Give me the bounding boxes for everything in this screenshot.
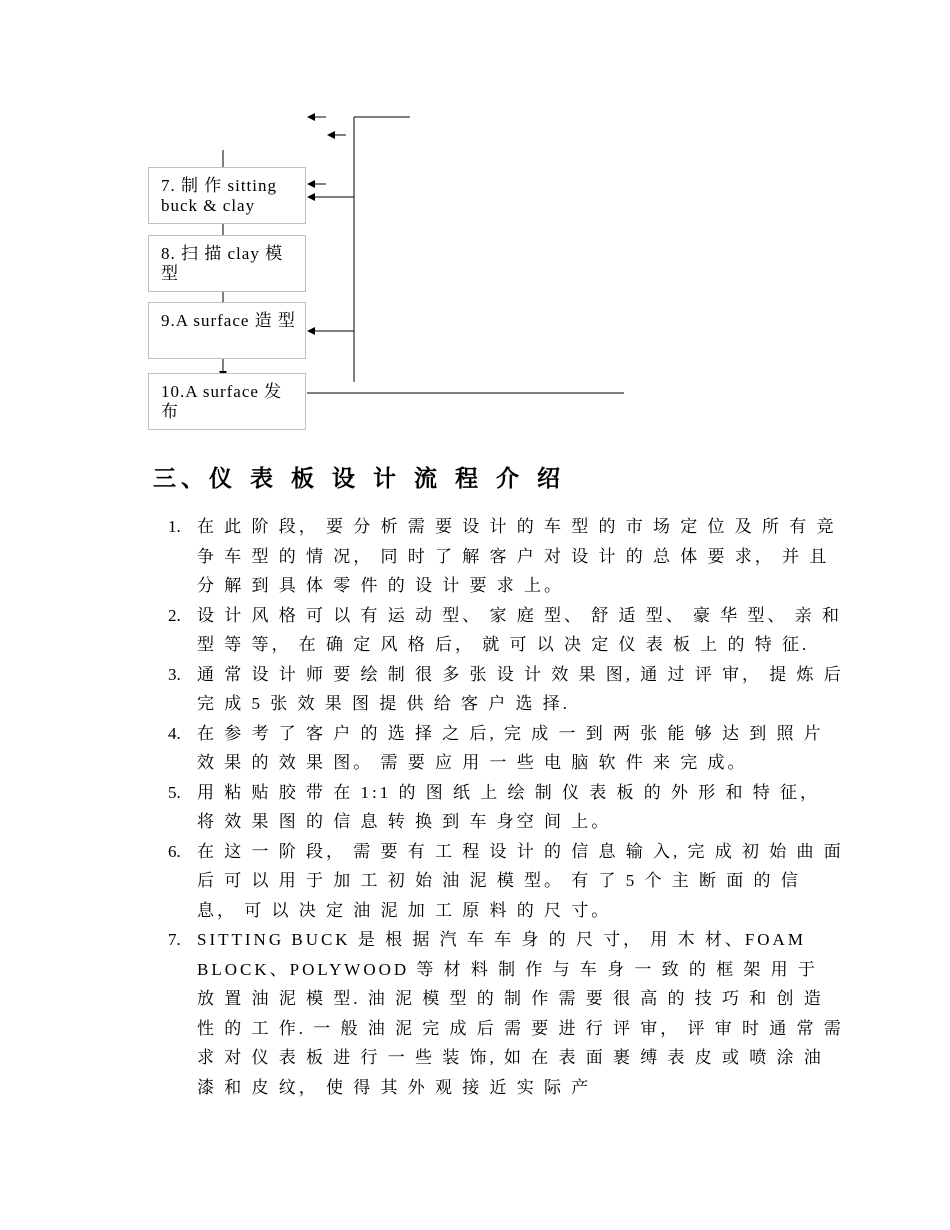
section-title: 三、仪 表 板 设 计 流 程 介 绍 <box>153 466 566 492</box>
list-item-text: 在 这 一 阶 段， 需 要 有 工 程 设 计 的 信 息 输 入, 完 成 初 始 曲 面 后 可 以 用 于 加 工 初 始 油 泥 模 型。 有 了 5 个 主 断 面 的 信 息， 可 以 决 定 油 泥 加 工 原 料 的 尺 寸。 <box>197 841 844 920</box>
list-item-number: 5. <box>168 782 181 802</box>
list-item-text: SITTING BUCK 是 根 据 汽 车 车 身 的 尺 寸， 用 木 材、FOAM BLOCK、POLYWOOD 等 材 料 制 作 与 车 身 一 致 的 框 架 用 于 放 置 油 泥 模 型. 油 泥 模 型 的 制 作 需 要 很 高 的 技 巧 和 创 造 性 的 工 作. 一 般 油 泥 完 成 后 需 要 进 行 评 审， 评 审 时 通 常 需 求 对 仪 表 板 进 行 一 些 装 饰, 如 在 表 面 裹 缚 表 皮 或 喷 涂 油 漆 和 皮 纹， 使 得 其 外 观 接 近 实 际 产 <box>197 930 844 1097</box>
list-item-number: 3. <box>168 664 181 684</box>
flow-step-label: 制 作 sitting buck & clay <box>161 176 278 215</box>
flow-step-number: 7. <box>161 176 176 195</box>
flow-step-number: 9. <box>161 311 176 330</box>
list-item <box>168 719 844 778</box>
list-item-number: 2. <box>168 605 181 625</box>
flow-step-9 <box>148 302 306 359</box>
flow-step-8 <box>148 235 306 292</box>
list-item <box>168 837 844 926</box>
list-item-number: 6. <box>168 841 181 861</box>
list-item-number: 7. <box>168 930 181 949</box>
list-item <box>168 778 844 837</box>
flow-step-number: 10. <box>161 382 186 401</box>
list-item-text: 在 此 阶 段， 要 分 析 需 要 设 计 的 车 型 的 市 场 定 位 及 所 有 竞 争 车 型 的 情 况， 同 时 了 解 客 户 对 设 计 的 总 体 要 求， 并 且 分 解 到 具 体 零 件 的 设 计 要 求 上。 <box>197 517 837 595</box>
list-item-number: 4. <box>168 723 181 743</box>
flow-step-label: A surface 发 布 <box>161 382 283 421</box>
list-item-text: 在 参 考 了 客 户 的 选 择 之 后, 完 成 一 到 两 张 能 够 达 到 照 片 效 果 的 效 果 图。 需 要 应 用 一 些 电 脑 软 件 来 完 成。 <box>197 723 824 772</box>
list-item <box>168 601 844 660</box>
list-item <box>168 512 844 601</box>
list-item-text: 设 计 风 格 可 以 有 运 动 型、 家 庭 型、 舒 适 型、 豪 华 型、 亲 和 型 等 等， 在 确 定 风 格 后， 就 可 以 决 定 仪 表 板 上 的 特 征. <box>197 605 842 654</box>
process-list <box>168 512 844 1102</box>
list-item <box>168 925 844 1102</box>
list-item-number: 1. <box>168 517 181 536</box>
flow-step-10 <box>148 373 306 430</box>
flowchart-connectors <box>0 0 950 450</box>
list-item-text: 用 粘 贴 胶 带 在 1:1 的 图 纸 上 绘 制 仪 表 板 的 外 形 和 特 征， 将 效 果 图 的 信 息 转 换 到 车 身空 间 上。 <box>197 782 820 831</box>
flow-step-label: A surface 造 型 <box>175 311 296 330</box>
flow-step-7 <box>148 167 306 224</box>
list-item-text: 通 常 设 计 师 要 绘 制 很 多 张 设 计 效 果 图, 通 过 评 审， 提 炼 后 完 成 5 张 效 果 图 提 供 给 客 户 选 择. <box>197 664 844 713</box>
list-item <box>168 660 844 719</box>
flow-step-label: 扫 描 clay 模 型 <box>161 244 284 283</box>
flow-step-number: 8. <box>161 244 176 263</box>
